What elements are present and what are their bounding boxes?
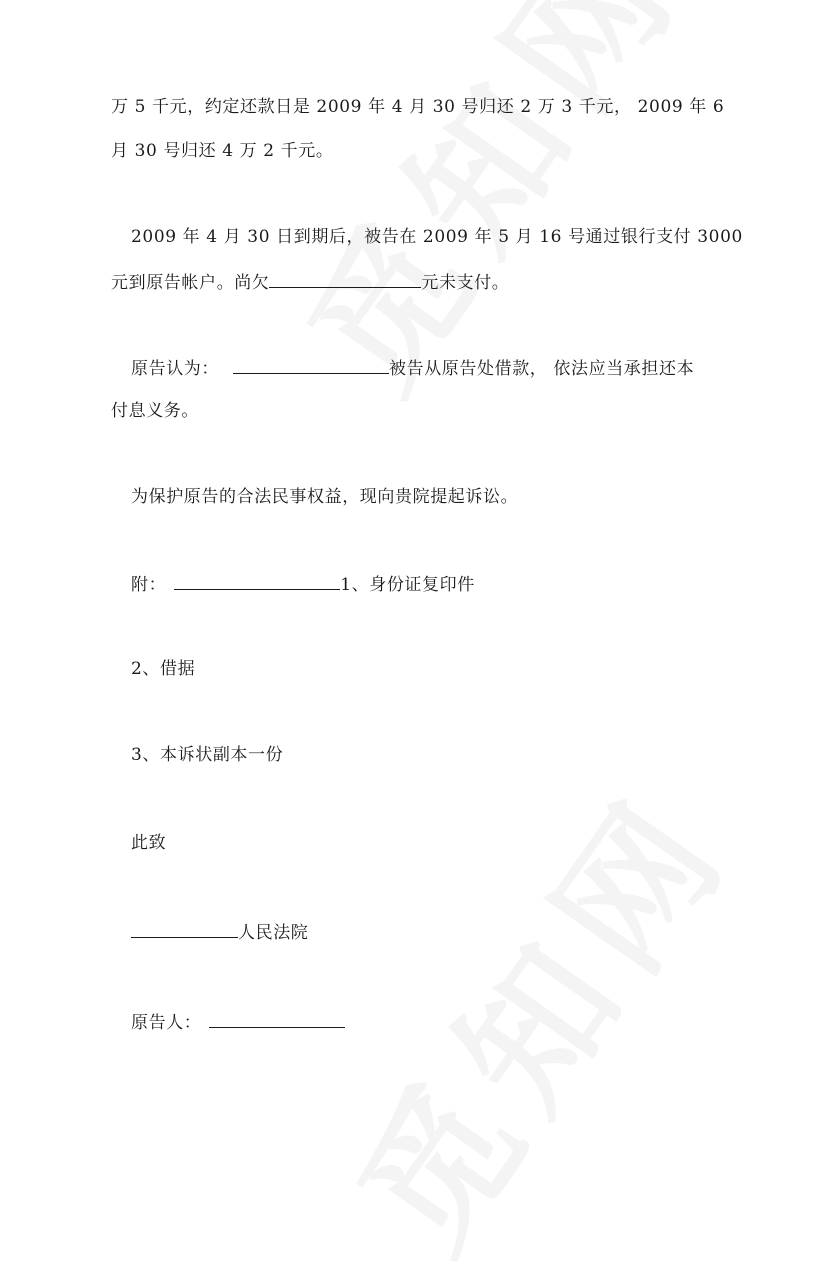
paragraph4: 为保护原告的合法民事权益，现向贵院提起诉讼。	[131, 487, 519, 507]
paragraph1-line1: 万 5 千元，约定还款日是 2009 年 4 月 30 号归还 2 万 3 千元， 2009 年 6	[111, 97, 725, 117]
attachments-line	[131, 573, 475, 595]
paragraph3-line2: 付息义务。	[111, 401, 199, 421]
plaintiff-label: 原告人：	[131, 1013, 202, 1033]
paragraph3-line1-after: 被告从原告处借款， 依法应当承担还本	[389, 359, 695, 379]
court-blank[interactable]	[131, 921, 238, 938]
paragraph2-line2-after: 元未支付。	[421, 273, 510, 293]
court-label: 人民法院	[238, 923, 309, 943]
paragraph2-line2-before: 元到原告帐户。尚欠	[111, 273, 270, 293]
closing: 此致	[131, 833, 167, 853]
plaintiff-blank[interactable]	[209, 1011, 345, 1028]
attachments-blank[interactable]	[174, 573, 340, 590]
paragraph2-line2	[111, 271, 509, 293]
paragraph1-line2: 月 30 号归还 4 万 2 千元。	[111, 141, 334, 161]
attachments-label: 附：	[131, 575, 167, 595]
attachment-item-2: 2、借据	[131, 659, 196, 679]
attachment-item-1: 1、身份证复印件	[340, 575, 475, 595]
paragraph3-line1-before: 原告认为：	[131, 359, 219, 379]
attachment-item-3: 3、本诉状副本一份	[131, 745, 284, 765]
court-line	[131, 921, 308, 943]
watermark-bottom	[300, 742, 769, 1284]
amount-blank[interactable]	[269, 271, 421, 288]
plaintiff-line	[131, 1011, 345, 1033]
reason-blank[interactable]	[233, 357, 389, 374]
paragraph2-line1: 2009 年 4 月 30 日到期后，被告在 2009 年 5 月 16 号通过银行支付 3000	[131, 227, 743, 247]
paragraph3-line1	[131, 357, 694, 379]
